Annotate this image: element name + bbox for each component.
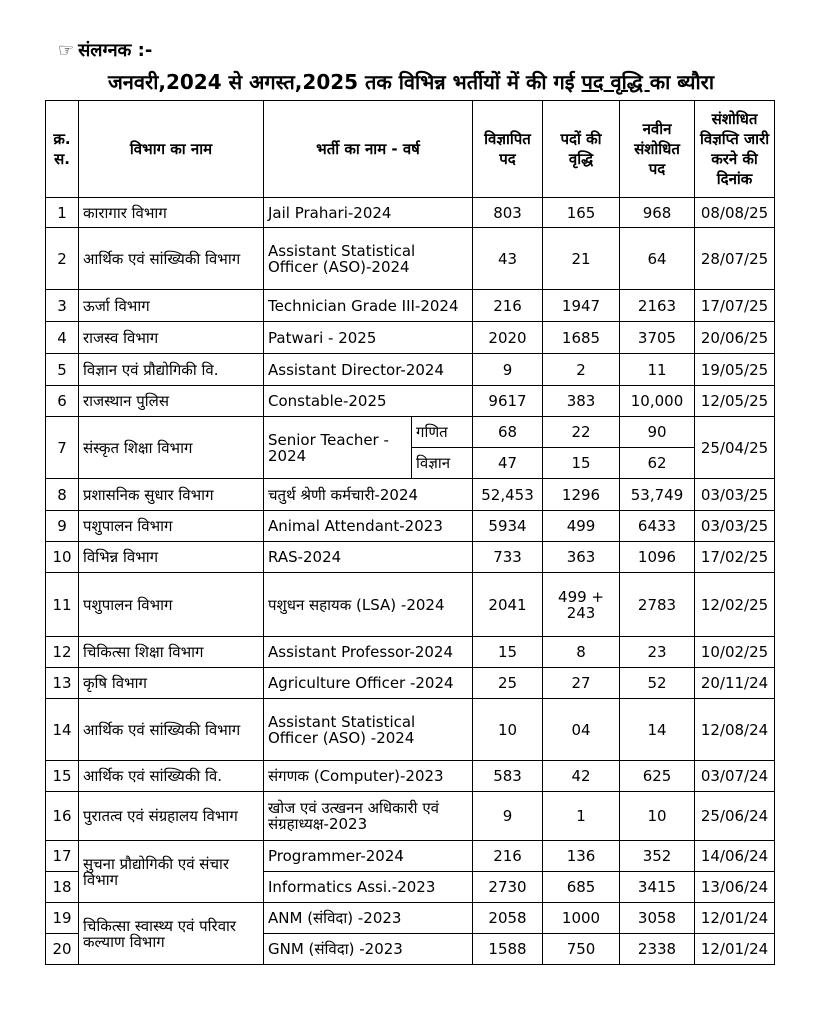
date-cell: 17/02/25 xyxy=(695,542,775,573)
advertised-cell: 2041 xyxy=(473,573,543,637)
date-cell: 25/06/24 xyxy=(695,792,775,841)
table-row xyxy=(46,761,775,792)
date-cell: 19/05/25 xyxy=(695,354,775,386)
increase-cell: 165 xyxy=(543,198,620,228)
increase-cell: 383 xyxy=(543,386,620,417)
advertised-cell: 2730 xyxy=(473,872,543,903)
dept-cell: संस्कृत शिक्षा विभाग xyxy=(79,417,264,479)
sno-cell: 13 xyxy=(46,668,79,699)
table-row xyxy=(46,573,775,637)
revised-cell: 53,749 xyxy=(620,479,695,511)
revised-cell: 62 xyxy=(620,448,695,479)
advertised-cell: 25 xyxy=(473,668,543,699)
advertised-cell: 733 xyxy=(473,542,543,573)
sno-cell: 6 xyxy=(46,386,79,417)
revised-cell: 52 xyxy=(620,668,695,699)
table-row xyxy=(46,322,775,354)
advertised-cell: 52,453 xyxy=(473,479,543,511)
page-title xyxy=(0,68,822,95)
col-recruitment: भर्ती का नाम - वर्ष xyxy=(264,101,473,198)
table-row xyxy=(46,841,775,872)
recruitment-cell: Assistant Director-2024 xyxy=(264,354,473,386)
revised-cell: 2783 xyxy=(620,573,695,637)
date-cell: 14/06/24 xyxy=(695,841,775,872)
col-revised: नवीन संशोधित पद xyxy=(620,101,695,198)
increase-cell: 499 xyxy=(543,511,620,542)
date-cell: 17/07/25 xyxy=(695,290,775,322)
col-dept: विभाग का नाम xyxy=(79,101,264,198)
table-row xyxy=(46,479,775,511)
annex-text: संलग्नक :- xyxy=(78,40,153,61)
increase-cell: 15 xyxy=(543,448,620,479)
recruitment-cell: पशुधन सहायक (LSA) -2024 xyxy=(264,573,473,637)
advertised-cell: 803 xyxy=(473,198,543,228)
increase-cell: 1000 xyxy=(543,903,620,934)
table-row xyxy=(46,637,775,668)
revised-cell: 3705 xyxy=(620,322,695,354)
dept-cell: पशुपालन विभाग xyxy=(79,573,264,637)
revised-cell: 10,000 xyxy=(620,386,695,417)
advertised-cell: 10 xyxy=(473,699,543,761)
dept-cell: विभिन्न विभाग xyxy=(79,542,264,573)
date-cell: 20/11/24 xyxy=(695,668,775,699)
col-increase: पदों की वृद्धि xyxy=(543,101,620,198)
sno-cell: 17 xyxy=(46,841,79,872)
increase-cell: 21 xyxy=(543,228,620,290)
recruitment-cell: RAS-2024 xyxy=(264,542,473,573)
table-row xyxy=(46,699,775,761)
table-row xyxy=(46,417,775,448)
increase-cell: 750 xyxy=(543,934,620,965)
advertised-cell: 9617 xyxy=(473,386,543,417)
pointing-hand-icon: ☞ xyxy=(58,40,75,61)
dept-cell: पशुपालन विभाग xyxy=(79,511,264,542)
dept-cell: राजस्थान पुलिस xyxy=(79,386,264,417)
sno-cell: 8 xyxy=(46,479,79,511)
recruitment-cell: Jail Prahari-2024 xyxy=(264,198,473,228)
dept-cell: कृषि विभाग xyxy=(79,668,264,699)
recruitment-cell: Programmer-2024 xyxy=(264,841,473,872)
increase-cell: 42 xyxy=(543,761,620,792)
recruitment-cell: Assistant Professor-2024 xyxy=(264,637,473,668)
recruitment-cell: Assistant Statistical Officer (ASO)-2024 xyxy=(264,228,473,290)
dept-cell: चिकित्सा शिक्षा विभाग xyxy=(79,637,264,668)
recruitment-cell: Senior Teacher - 2024 xyxy=(264,417,412,479)
increase-cell: 2 xyxy=(543,354,620,386)
table-row xyxy=(46,198,775,228)
date-cell: 03/07/24 xyxy=(695,761,775,792)
sno-cell: 16 xyxy=(46,792,79,841)
advertised-cell: 5934 xyxy=(473,511,543,542)
sno-cell: 20 xyxy=(46,934,79,965)
recruitment-cell: Informatics Assi.-2023 xyxy=(264,872,473,903)
sno-cell: 14 xyxy=(46,699,79,761)
title-suffix: का ब्यौरा xyxy=(649,70,715,94)
advertised-cell: 9 xyxy=(473,354,543,386)
sno-cell: 10 xyxy=(46,542,79,573)
revised-cell: 10 xyxy=(620,792,695,841)
increase-cell: 685 xyxy=(543,872,620,903)
increase-cell: 363 xyxy=(543,542,620,573)
table-row xyxy=(46,354,775,386)
annex-label xyxy=(58,38,152,62)
recruitment-cell: Technician Grade III-2024 xyxy=(264,290,473,322)
revised-cell: 3415 xyxy=(620,872,695,903)
advertised-cell: 1588 xyxy=(473,934,543,965)
subject-cell: गणित xyxy=(412,417,473,448)
dept-cell: पुरातत्व एवं संग्रहालय विभाग xyxy=(79,792,264,841)
recruitment-cell: संगणक (Computer)-2023 xyxy=(264,761,473,792)
increase-cell: 8 xyxy=(543,637,620,668)
sno-cell: 19 xyxy=(46,903,79,934)
revised-cell: 64 xyxy=(620,228,695,290)
increase-cell: 499 + 243 xyxy=(543,573,620,637)
dept-cell: ऊर्जा विभाग xyxy=(79,290,264,322)
date-cell: 10/02/25 xyxy=(695,637,775,668)
sno-cell: 18 xyxy=(46,872,79,903)
dept-cell: चिकित्सा स्वास्थ्य एवं परिवार कल्याण विभाग xyxy=(79,903,264,965)
revised-cell: 14 xyxy=(620,699,695,761)
table-row xyxy=(46,228,775,290)
revised-cell: 23 xyxy=(620,637,695,668)
recruitment-cell: चतुर्थ श्रेणी कर्मचारी-2024 xyxy=(264,479,473,511)
advertised-cell: 2058 xyxy=(473,903,543,934)
dept-cell: प्रशासनिक सुधार विभाग xyxy=(79,479,264,511)
col-date: संशोधित विज्ञप्ति जारी करने की दिनांक xyxy=(695,101,775,198)
sno-cell: 4 xyxy=(46,322,79,354)
revised-cell: 3058 xyxy=(620,903,695,934)
revised-cell: 11 xyxy=(620,354,695,386)
date-cell: 12/01/24 xyxy=(695,903,775,934)
table-row xyxy=(46,903,775,934)
sno-cell: 5 xyxy=(46,354,79,386)
table-row xyxy=(46,290,775,322)
sno-cell: 9 xyxy=(46,511,79,542)
revised-cell: 90 xyxy=(620,417,695,448)
sno-cell: 11 xyxy=(46,573,79,637)
dept-cell: कारागार विभाग xyxy=(79,198,264,228)
sno-cell: 7 xyxy=(46,417,79,479)
recruitment-cell: Assistant Statistical Officer (ASO) -2024 xyxy=(264,699,473,761)
advertised-cell: 216 xyxy=(473,841,543,872)
date-cell: 25/04/25 xyxy=(695,417,775,479)
table-row xyxy=(46,792,775,841)
title-underlined: पद वृद्धि xyxy=(581,70,650,94)
advertised-cell: 68 xyxy=(473,417,543,448)
recruitment-cell: GNM (संविदा) -2023 xyxy=(264,934,473,965)
recruitment-cell: Constable-2025 xyxy=(264,386,473,417)
sno-cell: 3 xyxy=(46,290,79,322)
recruitment-cell: Animal Attendant-2023 xyxy=(264,511,473,542)
increase-cell: 04 xyxy=(543,699,620,761)
advertised-cell: 583 xyxy=(473,761,543,792)
table-row xyxy=(46,668,775,699)
recruitment-cell: Agriculture Officer -2024 xyxy=(264,668,473,699)
advertised-cell: 15 xyxy=(473,637,543,668)
recruitment-table xyxy=(45,100,775,965)
date-cell: 28/07/25 xyxy=(695,228,775,290)
sno-cell: 15 xyxy=(46,761,79,792)
increase-cell: 27 xyxy=(543,668,620,699)
increase-cell: 1947 xyxy=(543,290,620,322)
date-cell: 20/06/25 xyxy=(695,322,775,354)
table-row xyxy=(46,542,775,573)
revised-cell: 2163 xyxy=(620,290,695,322)
dept-cell: सुचना प्रौद्योगिकी एवं संचार विभाग xyxy=(79,841,264,903)
header-row xyxy=(46,101,775,198)
dept-cell: आर्थिक एवं सांख्यिकी विभाग xyxy=(79,699,264,761)
recruitment-cell: ANM (संविदा) -2023 xyxy=(264,903,473,934)
revised-cell: 6433 xyxy=(620,511,695,542)
date-cell: 12/08/24 xyxy=(695,699,775,761)
advertised-cell: 47 xyxy=(473,448,543,479)
date-cell: 12/05/25 xyxy=(695,386,775,417)
revised-cell: 968 xyxy=(620,198,695,228)
sno-cell: 2 xyxy=(46,228,79,290)
increase-cell: 22 xyxy=(543,417,620,448)
increase-cell: 1296 xyxy=(543,479,620,511)
advertised-cell: 216 xyxy=(473,290,543,322)
table-row xyxy=(46,386,775,417)
date-cell: 03/03/25 xyxy=(695,511,775,542)
revised-cell: 1096 xyxy=(620,542,695,573)
date-cell: 12/02/25 xyxy=(695,573,775,637)
recruitment-cell: Patwari - 2025 xyxy=(264,322,473,354)
title-prefix: जनवरी,2024 से अगस्त,2025 तक विभिन्न भर्तीयों में की गई xyxy=(107,70,582,94)
dept-cell: आर्थिक एवं सांख्यिकी वि. xyxy=(79,761,264,792)
advertised-cell: 2020 xyxy=(473,322,543,354)
advertised-cell: 43 xyxy=(473,228,543,290)
recruitment-cell: खोज एवं उत्खनन अधिकारी एवं संग्रहाध्यक्ष-2023 xyxy=(264,792,473,841)
col-advertised: विज्ञापित पद xyxy=(473,101,543,198)
dept-cell: विज्ञान एवं प्रौद्योगिकी वि. xyxy=(79,354,264,386)
date-cell: 08/08/25 xyxy=(695,198,775,228)
increase-cell: 136 xyxy=(543,841,620,872)
table-row xyxy=(46,511,775,542)
revised-cell: 625 xyxy=(620,761,695,792)
advertised-cell: 9 xyxy=(473,792,543,841)
increase-cell: 1 xyxy=(543,792,620,841)
revised-cell: 2338 xyxy=(620,934,695,965)
sno-cell: 12 xyxy=(46,637,79,668)
date-cell: 13/06/24 xyxy=(695,872,775,903)
dept-cell: आर्थिक एवं सांख्यिकी विभाग xyxy=(79,228,264,290)
increase-cell: 1685 xyxy=(543,322,620,354)
date-cell: 03/03/25 xyxy=(695,479,775,511)
subject-cell: विज्ञान xyxy=(412,448,473,479)
dept-cell: राजस्व विभाग xyxy=(79,322,264,354)
sno-cell: 1 xyxy=(46,198,79,228)
date-cell: 12/01/24 xyxy=(695,934,775,965)
col-sno: क्र. स. xyxy=(46,101,79,198)
revised-cell: 352 xyxy=(620,841,695,872)
